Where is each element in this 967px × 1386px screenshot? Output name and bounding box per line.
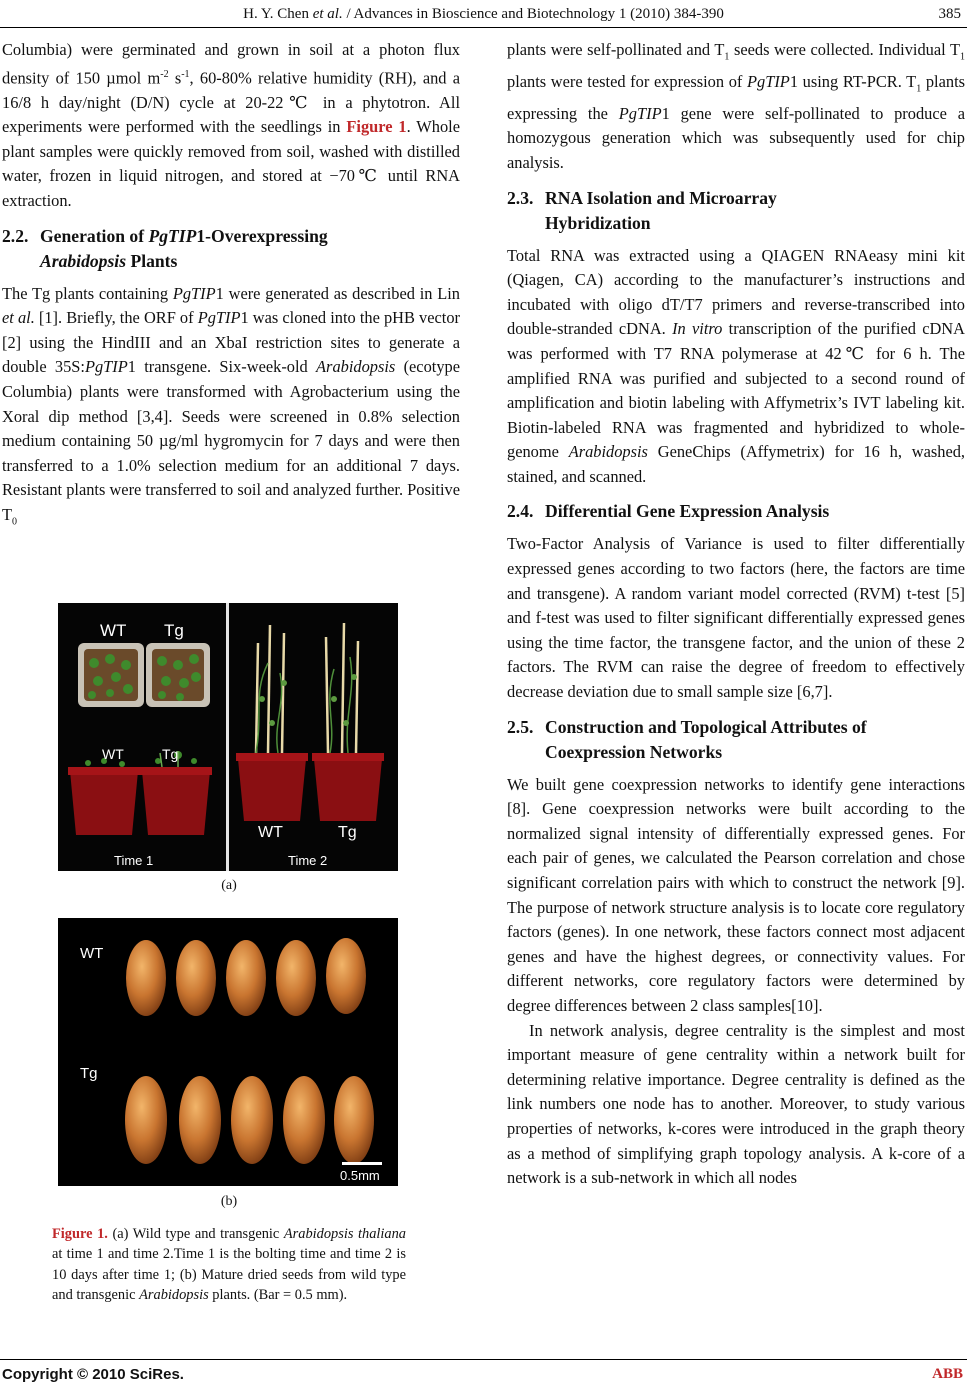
scale-bar [342, 1162, 382, 1165]
figure-1b-photo [58, 918, 398, 1186]
header-author: H. Y. Chen [243, 6, 309, 22]
left-column [2, 38, 460, 535]
running-header [0, 6, 967, 26]
section-2-2-paragraph: The Tg plants containing PgTIP1 were generated as described in Lin et al. [1]. Briefly, the ORF of PgTIP1 was cloned into the pHB vector [2] using the HindIII and an XbaI restriction sites to generate a double 35S:PgTIP1 transgene. Six-week-old Arabidopsis (ecotype Columbia) plants were transformed with Agrobacterium using the Xoral dip method [3,4]. Seeds were screened in 0.8% selection medium containing 50 µg/ml hygromycin for 7 days and were then transferred to a 1.0% selection medium for an additional 7 days. Resistant plants were transferred to soil and analyzed further. Positive $T_0$ [2, 283, 460, 528]
header-journal: / Advances in Bioscience and Biotechnology 1 (2010) 384-390 [342, 6, 724, 22]
label-tg-top: Tg [164, 621, 184, 640]
label-tg-mid: Tg [162, 746, 179, 762]
figure-1-caption: Figure 1. (a) Wild type and transgenic Arabidopsis thaliana at time 1 and time 2.Time 1 is the bolting time and time 2 is 10 days after time 1; (b) Mature dried seeds from wild type and transgenic Arabidopsis plants. (Bar = 0.5 mm). [52, 1226, 406, 1304]
label-time2: Time 2 [288, 853, 328, 868]
figure-1-link[interactable]: Figure 1 [346, 117, 407, 137]
footer-journal-abbr: ABB [932, 1366, 963, 1382]
section-2-3-heading: 2.3. RNA Isolation and Microarray Hybridization [507, 187, 777, 233]
label-wt-seeds: WT [80, 945, 104, 962]
figure-1b-label: (b) [220, 1194, 238, 1209]
page-number: 385 [938, 6, 961, 22]
figure-1-caption-label: Figure 1. [52, 1226, 108, 1242]
label-wt-right: WT [258, 824, 283, 841]
label-wt-top: WT [100, 621, 127, 640]
section-2-5-heading: 2.5. Construction and Topological Attributes of Coexpression Networks [507, 716, 867, 762]
continued-paragraph: plants were self-pollinated and $T_1$ seeds were collected. Individual $T_1$ plants were tested for expression of PgTIP1 using RT-PCR. $T_1$ plants expressing the PgTIP1 gene were self-pollinated to produce a homozygous generation which was subsequently used for chip analysis. [507, 40, 966, 172]
section-2-2-heading: 2.2. Generation of PgTIP1-Overexpressing Arabidopsis Plants [2, 225, 328, 271]
label-time1: Time 1 [114, 853, 154, 868]
label-wt-mid: WT [102, 746, 124, 762]
footer-copyright: Copyright © 2010 SciRes. [2, 1366, 184, 1383]
footer-rule [0, 1359, 967, 1360]
section-2-3-paragraph: Total RNA was extracted using a QIAGEN RNAeasy mini kit (Qiagen, CA) according to the manufacturer’s instructions and incubated with oligo dT/T7 primers and reverse-transcribed into double-stranded cDNA. In vitro transcription of the purified cDNA was performed with T7 RNA polymerase at 42℃ for 6 h. The amplified RNA was purified and subjected to a second round of amplification and biotin labeling with Affymetrix’s IVT labeling kit. Biotin-labeled RNA was fragmented and hybridized to whole-genome Arabidopsis GeneChips (Affymetrix) for 16 h, washed, stained, and scanned. [507, 245, 966, 486]
section-2-5-paragraph-2: In network analysis, degree centrality is the simplest and most important measure of gene centrality within a network built for determining relative importance. Degree centrality is defined as the link numbers one node has to another. Moreover, to study various properties of networks, k-cores were introduced in the graph theory as a method of simplifying graph topology analysis. A k-core of a network is a sub-network in which all nodes [507, 1020, 965, 1188]
label-scale: 0.5mm [340, 1168, 380, 1183]
intro-paragraph: Columbia) were germinated and grown in soil at a photon flux density of 150 µmol $m^{-2}$ $s^{-1}$, 60-80% relative humidity (RH), and a 16/8 h day/night (D/N) cycle at 20-22℃ in a phytotron. All experiments were performed with the seedlings in Figure 1. Whole plant samples were quickly removed from soil, washed with distilled water, frozen in liquid nitrogen, and stored at −70℃ until RNA extraction. [2, 40, 461, 211]
label-tg-right: Tg [338, 824, 357, 841]
panel-divider [226, 603, 229, 871]
figure-1a-label: (a) [221, 878, 237, 893]
header-rule [0, 27, 967, 28]
top-view-pots [78, 643, 210, 707]
label-tg-seeds: Tg [80, 1065, 98, 1082]
figure-1a-photo [58, 603, 398, 871]
section-2-4-heading: 2.4. Differential Gene Expression Analysis [507, 501, 830, 522]
header-etal: et al. [312, 6, 343, 22]
right-column [507, 38, 965, 1191]
section-2-4-paragraph: Two-Factor Analysis of Variance is used to filter differentially expressed genes according to two factors (here, the factors are time and transgene). A random variant model corrected (RVM) t-test [5] and f-test was used to filter significant differentially expressed genes using the time factor, the transgene factor, and the union of these 2 factors. The RVM can raise the degree of freedom to effectively decrease deviation due to small sample size [6,7]. [507, 534, 965, 702]
section-2-5-paragraph-1: We built gene coexpression networks to identify gene interactions [8]. Gene coexpression networks were built according to the normalized signal intensity of differentially expressed genes. For each pair of genes, we calculated the Pearson correlation and chose significant correlation pairs with which to construct the network [9]. The purpose of network structure analysis is to locate core regulatory factors (genes). In one network, these factors connect most adjacent genes and have the highest degrees, or connectivity values. For different networks, core regulatory factors were determined by degree differences between 2 class samples[10]. [507, 774, 965, 1015]
